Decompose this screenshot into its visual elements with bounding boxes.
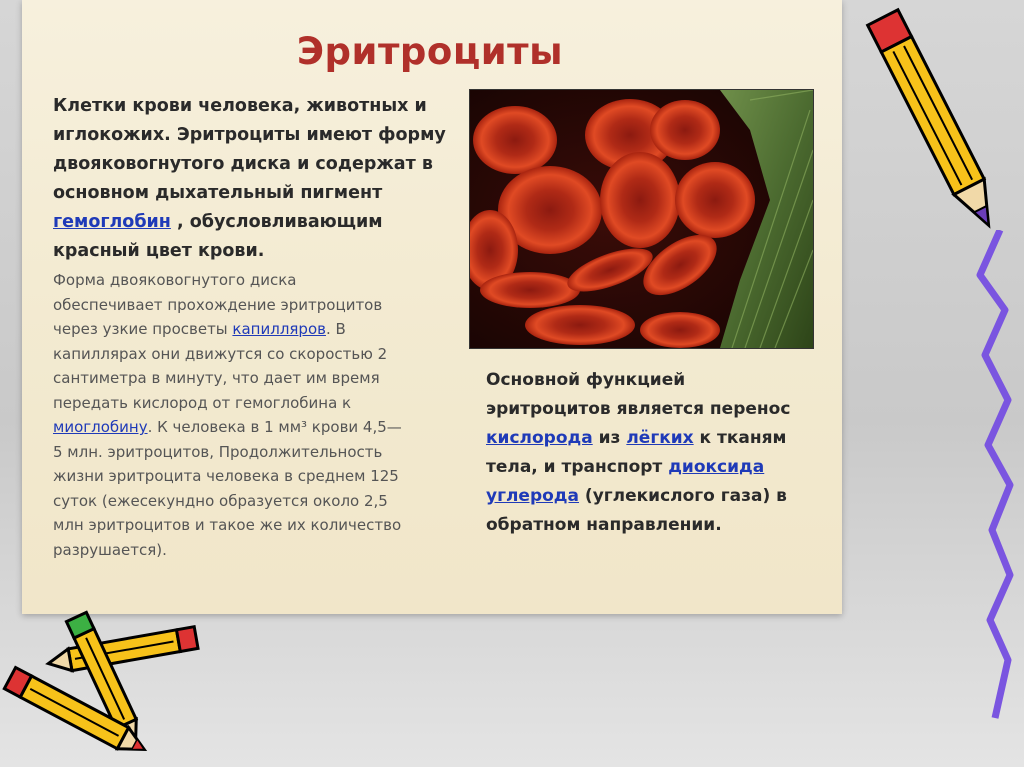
function-text-2: из (592, 428, 627, 448)
function-text-3: к тканям тела, и транспорт (486, 428, 787, 477)
co2-link[interactable]: диоксида углерода (486, 457, 765, 506)
pencil-icon (860, 0, 1010, 245)
red-blood-cells-photo (469, 89, 814, 349)
hemoglobin-link[interactable]: гемоглобин (53, 212, 171, 232)
function-paragraph (486, 366, 791, 540)
intro-text-2: , обусловливающим красный цвет крови. (53, 212, 383, 261)
body-text-3: . К человека в 1 мм³ крови 4,5—5 млн. эритроцитов, Продолжительность жизни эритроцита человека в среднем 125 суток (ежесекундно образуется около 2,5 млн эритроцитов и такое же их количество разрушается). (53, 418, 402, 559)
function-text-4: (углекислого газа) в обратном направлении. (486, 486, 787, 535)
oxygen-link[interactable]: кислорода (486, 428, 593, 448)
body-text-1: Форма двояковогнутого диска обеспечивает прохождение эритроцитов через узкие просветы (53, 271, 383, 338)
myoglobin-link[interactable]: миоглобину (53, 418, 148, 436)
function-text-1: Основной функцией эритроцитов является перенос (486, 370, 791, 419)
lungs-link[interactable]: лёгких (626, 428, 694, 448)
page-title: Эритроциты (296, 30, 564, 73)
body-text-2: . В капиллярах они движутся со скоростью 2 сантиметра в минуту, что дает им время передать кислород от гемоглобина к (53, 320, 388, 412)
squiggle-line (970, 230, 1020, 720)
pencil-icon (0, 610, 210, 760)
intro-paragraph (53, 92, 448, 266)
capillaries-link[interactable]: капилляров (232, 320, 326, 338)
intro-text-1: Клетки крови человека, животных и иглокожих. Эритроциты имеют форму двояковогнутого диска и содержат в основном дыхательный пигмент (53, 96, 446, 203)
body-paragraph (53, 268, 403, 562)
